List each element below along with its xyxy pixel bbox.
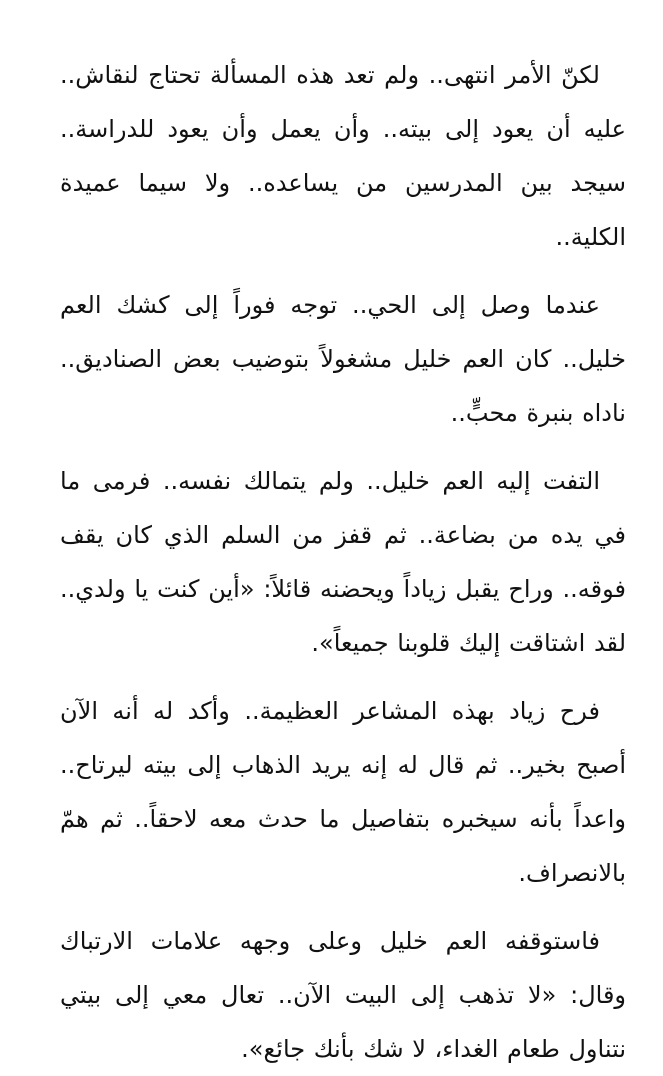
paragraph-5: فاستوقفه العم خليل وعلى وجهه علامات الارتباك وقال: «لا تذهب إلى البيت الآن.. تعال معي إلى بيتي نتناول طعام الغداء، لا شك بأنك جائع». — [60, 927, 626, 1063]
paragraph-4: فرح زياد بهذه المشاعر العظيمة.. وأكد له أنه الآن أصبح بخير.. ثم قال له إنه يريد الذهاب إلى بيته ليرتاح.. واعداً بأنه سيخبره بتفاصيل ما حدث معه لاحقاً.. ثم همّ بالانصراف. — [60, 697, 626, 887]
paragraph-3: التفت إليه العم خليل.. ولم يتمالك نفسه.. فرمى ما في يده من بضاعة.. ثم قفز من السلم الذي كان يقف فوقه.. وراح يقبل زياداً ويحضنه قائلاً: «أين كنت يا ولدي.. لقد اشتاقت إليك قلوبنا جميعاً». — [60, 467, 626, 657]
paragraph-1: لكنّ الأمر انتهى.. ولم تعد هذه المسألة تحتاج لنقاش.. عليه أن يعود إلى بيته.. وأن يعمل وأن يعود للدراسة.. سيجد بين المدرسين من يساعده.. ولا سيما عميدة الكلية.. — [60, 61, 626, 251]
page-body — [60, 48, 626, 1076]
paragraph-2: عندما وصل إلى الحي.. توجه فوراً إلى كشك العم خليل.. كان العم خليل مشغولاً بتوضيب بعض الصناديق.. ناداه بنبرة محبٍّ.. — [60, 291, 626, 427]
